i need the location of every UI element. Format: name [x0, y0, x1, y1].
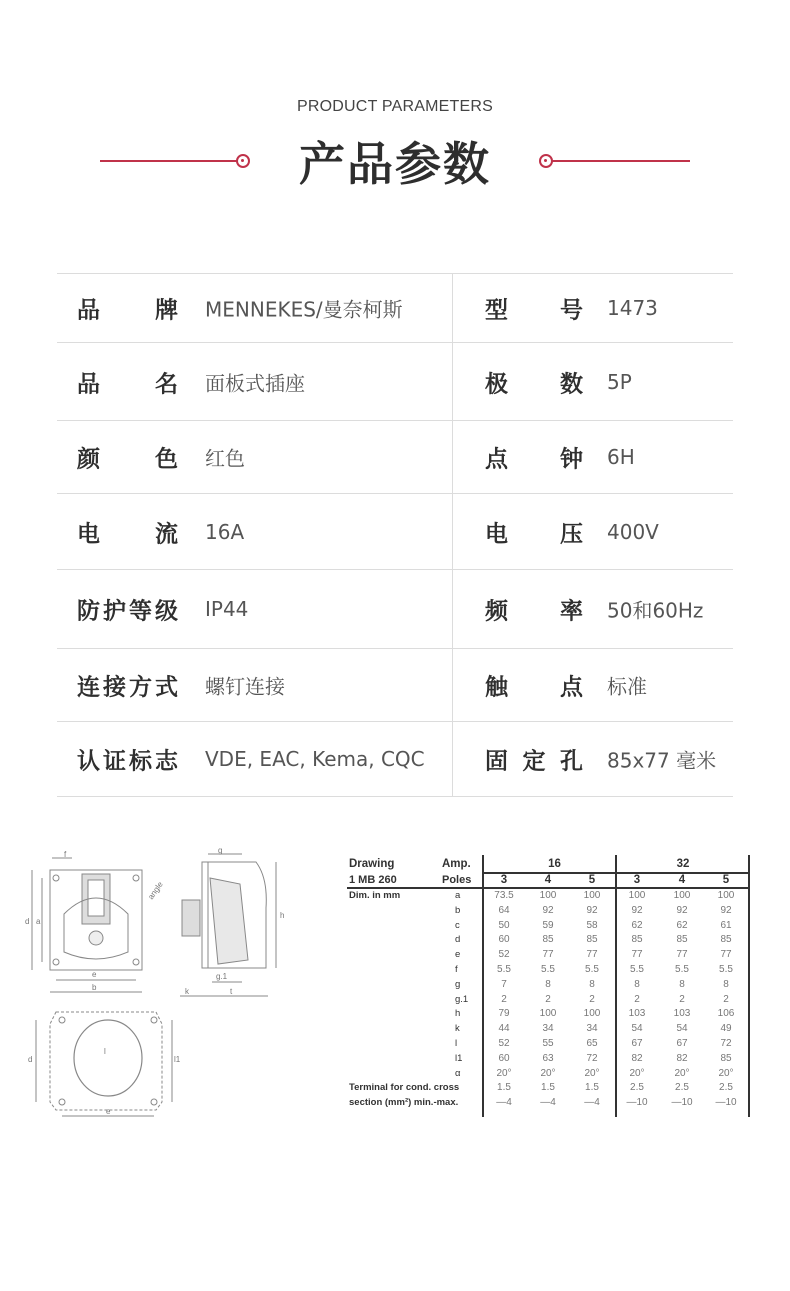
- dimension-value: 8: [679, 978, 685, 990]
- param-value: 标准: [607, 674, 647, 699]
- dimension-value: 20°: [674, 1067, 690, 1079]
- dimension-value: 20°: [496, 1067, 512, 1079]
- dimension-value: 100: [539, 1008, 557, 1020]
- dimension-value: 49: [720, 1023, 732, 1035]
- dim-label: k: [185, 987, 189, 996]
- pole-count: 3: [633, 874, 641, 886]
- param-key: 认证标志: [77, 748, 178, 775]
- dimension-row: [347, 1052, 749, 1067]
- param-row: [57, 494, 733, 570]
- param-value: 16A: [205, 519, 245, 544]
- dimension-value: 2.5: [719, 1082, 733, 1094]
- param-key: 品牌: [77, 297, 178, 324]
- dim-label: a: [36, 917, 41, 926]
- dimension-value: 85: [631, 934, 643, 946]
- dimension-value: 77: [586, 949, 598, 961]
- dimension-value: 92: [720, 904, 732, 916]
- dimension-value: 2: [679, 993, 685, 1005]
- pole-count: 5: [588, 874, 596, 886]
- dimension-value: 82: [676, 1052, 688, 1064]
- param-value: 1473: [607, 296, 658, 320]
- dimension-value: 103: [673, 1008, 691, 1020]
- dimension-value: 50: [498, 919, 510, 931]
- dimension-row: [347, 933, 749, 948]
- parameter-table: [57, 273, 733, 797]
- dimension-value: 92: [631, 904, 643, 916]
- dimension-value: 79: [498, 1008, 510, 1020]
- param-value: IP44: [205, 597, 249, 621]
- section-subtitle: PRODUCT PARAMETERS: [297, 98, 493, 115]
- dimension-value: 2.5: [675, 1082, 689, 1094]
- param-row: [57, 343, 733, 421]
- dimension-value: 103: [628, 1008, 646, 1020]
- dimension-value: 60: [498, 1052, 510, 1064]
- dimension-value: 52: [498, 1037, 510, 1049]
- param-value: 85x77 毫米: [607, 748, 717, 773]
- decor-circle-right: [539, 154, 553, 168]
- dimension-value: 67: [676, 1037, 688, 1049]
- dimension-value: 92: [542, 904, 554, 916]
- amp-group-16: 16: [548, 858, 561, 870]
- dimension-value: 85: [720, 934, 732, 946]
- dimension-row: [347, 1096, 749, 1111]
- dimension-value: 100: [583, 1008, 601, 1020]
- pole-count: 4: [678, 874, 686, 886]
- param-row: [57, 649, 733, 722]
- dimension-value: 8: [589, 978, 595, 990]
- dimension-value: —4: [540, 1097, 556, 1109]
- dimension-value: 72: [586, 1052, 598, 1064]
- dimension-value: 5.5: [585, 963, 599, 975]
- param-row: [57, 274, 733, 343]
- dimension-value: 2: [501, 993, 507, 1005]
- dim-label: h: [280, 911, 285, 920]
- dimension-value: 7: [501, 978, 507, 990]
- param-key: 固定孔: [485, 748, 583, 775]
- param-value: 螺钉连接: [205, 674, 285, 699]
- dimension-value: 2: [634, 993, 640, 1005]
- dimension-value: 106: [717, 1008, 735, 1020]
- dimension-value: 2: [723, 993, 729, 1005]
- dimension-value: 85: [720, 1052, 732, 1064]
- dimension-value: 55: [542, 1037, 554, 1049]
- drawing-number: 1 MB 260: [349, 874, 397, 886]
- dimension-value: 100: [583, 890, 601, 901]
- dimension-value: 82: [631, 1052, 643, 1064]
- dimension-value: 65: [586, 1037, 598, 1049]
- technical-drawing: [22, 848, 322, 1118]
- dim-label: b: [92, 983, 97, 992]
- dimension-row-label: Terminal for cond. cross: [349, 1082, 460, 1094]
- dimension-row: [347, 1067, 749, 1082]
- dimension-value: 54: [676, 1023, 688, 1035]
- dimension-row-label: Dim. in mm: [349, 890, 401, 901]
- param-value: 红色: [205, 446, 245, 471]
- dimension-letter: α: [455, 1067, 461, 1079]
- dimension-letter: l1: [455, 1052, 463, 1064]
- dimension-value: 85: [542, 934, 554, 946]
- dimension-letter: g: [455, 978, 461, 990]
- param-key: 防护等级: [77, 598, 178, 625]
- param-value: 6H: [607, 445, 635, 469]
- param-key: 连接方式: [77, 674, 178, 701]
- dimension-value: 20°: [584, 1067, 600, 1079]
- dimension-letter: g.1: [455, 993, 469, 1005]
- dimension-value: 77: [542, 949, 554, 961]
- dim-label: g: [218, 848, 223, 855]
- dimension-letter: c: [455, 919, 460, 931]
- dimension-value: 1.5: [585, 1082, 599, 1094]
- dim-label: g.1: [216, 972, 228, 981]
- dimension-value: 54: [631, 1023, 643, 1035]
- dimension-value: 77: [631, 949, 643, 961]
- dimension-value: 85: [676, 934, 688, 946]
- dimension-table-header: [347, 855, 749, 889]
- dimension-value: 64: [498, 904, 510, 916]
- param-row: [57, 570, 733, 649]
- dimension-value: 100: [673, 890, 691, 901]
- param-key: 点钟: [485, 446, 583, 473]
- pole-count: 3: [500, 874, 508, 886]
- dimension-value: 2: [545, 993, 551, 1005]
- dimension-value: 58: [586, 919, 598, 931]
- param-value: 面板式插座: [205, 371, 305, 395]
- dimension-value: 73.5: [494, 890, 514, 901]
- param-key: 颜色: [77, 446, 178, 473]
- param-key: 型号: [485, 297, 583, 324]
- param-key: 电压: [485, 521, 583, 547]
- dimension-value: 20°: [718, 1067, 734, 1079]
- section-title: 产品参数: [299, 137, 491, 191]
- dimension-row: [347, 1037, 749, 1052]
- pole-count: 4: [544, 874, 552, 886]
- param-key: 触点: [485, 674, 583, 701]
- dimension-row: [347, 993, 749, 1008]
- dimension-value: —10: [626, 1097, 648, 1109]
- dimension-value: —4: [496, 1097, 512, 1109]
- param-row: [57, 722, 733, 797]
- dimension-letter: d: [455, 934, 461, 946]
- dimension-value: 1.5: [497, 1082, 511, 1094]
- dimension-row: [347, 889, 749, 904]
- dim-label: f: [64, 850, 67, 859]
- param-key: 品名: [77, 371, 178, 397]
- dimension-value: 8: [634, 978, 640, 990]
- dimension-value: 59: [542, 919, 554, 931]
- dim-label: d: [28, 1055, 33, 1064]
- dimension-value: 85: [586, 934, 598, 946]
- param-key: 极数: [485, 371, 583, 397]
- dim-label: e: [92, 970, 97, 979]
- socket-outline-drawing: [22, 848, 322, 1118]
- dimension-value: —10: [715, 1097, 737, 1109]
- dim-label: l1: [174, 1055, 181, 1064]
- dimension-letter: e: [455, 949, 461, 961]
- amp-label: Amp.: [442, 858, 471, 870]
- dimension-row: [347, 1007, 749, 1022]
- dimension-value: 34: [542, 1023, 554, 1035]
- dimension-value: 63: [542, 1052, 554, 1064]
- dimension-value: —4: [584, 1097, 600, 1109]
- drawing-title: Drawing: [349, 858, 395, 870]
- dimension-value: 100: [539, 890, 557, 901]
- dimension-value: 67: [631, 1037, 643, 1049]
- dimension-letter: b: [455, 904, 461, 916]
- dimension-value: 77: [676, 949, 688, 961]
- dimension-value: 100: [628, 890, 646, 901]
- dimension-value: —10: [671, 1097, 693, 1109]
- dimension-value: 8: [545, 978, 551, 990]
- dimension-value: 62: [676, 919, 688, 931]
- dimension-value: 60: [498, 934, 510, 946]
- param-value: 400V: [607, 519, 659, 544]
- dimension-value: 5.5: [541, 963, 555, 975]
- dim-label: angle: [146, 879, 165, 902]
- dim-label: d: [25, 917, 30, 926]
- param-value: 50和60Hz: [607, 598, 704, 623]
- dimension-row: [347, 948, 749, 963]
- dimension-value: 44: [498, 1023, 510, 1035]
- dimension-value: 61: [720, 919, 732, 931]
- dimension-row-label: section (mm²) min.-max.: [349, 1097, 459, 1109]
- dimension-value: 2.5: [630, 1082, 644, 1094]
- dimension-letter: k: [455, 1023, 460, 1035]
- dimension-value: 62: [631, 919, 643, 931]
- pole-count: 5: [722, 874, 730, 886]
- dim-label: e: [106, 1107, 111, 1116]
- amp-group-32: 32: [676, 858, 690, 870]
- dimension-value: 2: [589, 993, 595, 1005]
- dimension-row: [347, 1081, 749, 1096]
- dimension-row: [347, 919, 749, 934]
- dimension-value: 34: [586, 1023, 598, 1035]
- dimension-value: 20°: [629, 1067, 645, 1079]
- param-key: 电流: [77, 521, 178, 547]
- dimension-letter: l: [455, 1037, 458, 1049]
- param-row: [57, 421, 733, 494]
- dimension-value: 8: [723, 978, 729, 990]
- dimension-letter: h: [455, 1008, 461, 1020]
- dimension-value: 92: [586, 904, 598, 916]
- dimension-value: 72: [720, 1037, 732, 1049]
- decor-line-right: [552, 160, 690, 162]
- dimension-row: [347, 963, 749, 978]
- dimension-row: [347, 904, 749, 919]
- poles-label: Poles: [442, 874, 472, 886]
- dimension-row: [347, 978, 749, 993]
- param-key: 频率: [485, 598, 583, 625]
- dimension-value: 5.5: [719, 963, 733, 975]
- dimension-value: 5.5: [630, 963, 644, 975]
- dim-label: l: [104, 1047, 106, 1056]
- dimension-value: 52: [498, 949, 510, 961]
- dimension-table: [347, 855, 749, 1111]
- param-value: 5P: [607, 369, 632, 394]
- dimension-value: 77: [720, 949, 732, 961]
- dimension-row: [347, 1022, 749, 1037]
- dimension-value: 5.5: [675, 963, 689, 975]
- dimension-letter: a: [455, 890, 461, 901]
- dimension-value: 100: [717, 890, 735, 901]
- dimension-table-body: [347, 889, 749, 1111]
- dim-label: t: [230, 987, 233, 996]
- dimension-value: 5.5: [497, 963, 511, 975]
- param-value: MENNEKES/曼奈柯斯: [205, 297, 403, 322]
- dimension-letter: f: [455, 963, 458, 975]
- dimension-value: 20°: [540, 1067, 556, 1079]
- param-value: VDE, EAC, Kema, CQC: [205, 747, 425, 771]
- dimension-value: 92: [676, 904, 688, 916]
- dimension-value: 1.5: [541, 1082, 555, 1094]
